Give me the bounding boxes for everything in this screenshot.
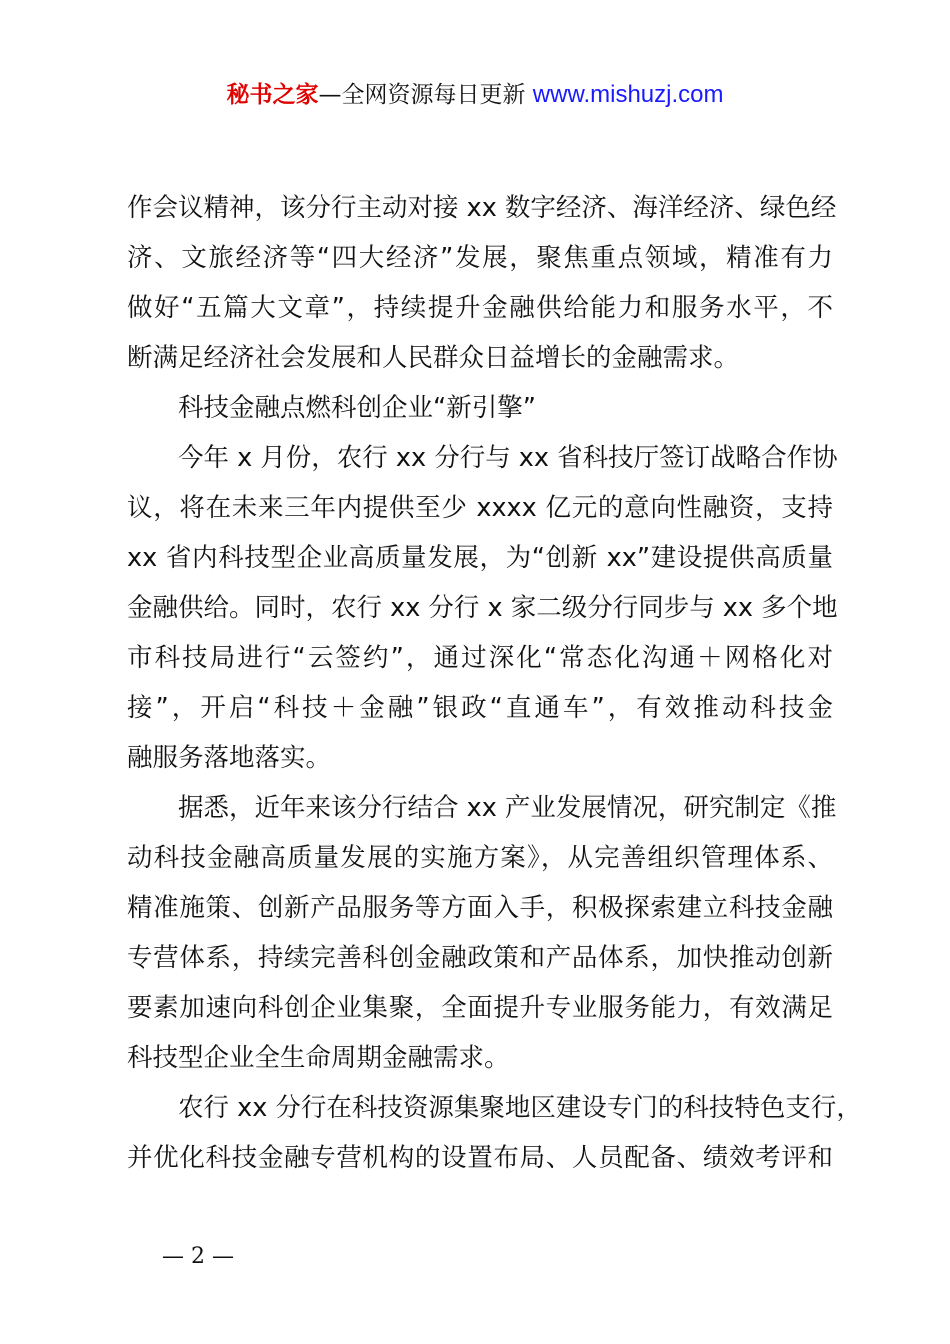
paragraph xyxy=(127,433,838,783)
document-body xyxy=(127,183,862,1183)
text-line: 据悉，近年来该分行结合 xx 产业发展情况，研究制定《推 xyxy=(178,793,837,823)
text-line: 精准施策、创新产品服务等方面入手，积极探索建立科技金融 xyxy=(127,893,833,923)
brand-name: 秘书之家 xyxy=(226,82,319,108)
text-line: 市科技局进行“云签约”，通过深化“常态化沟通＋网格化对 xyxy=(127,643,833,673)
text-line: xx 省内科技型企业高质量发展，为“创新 xx”建设提供高质量 xyxy=(127,543,833,573)
section-heading xyxy=(127,383,833,433)
page-number: — 2 — xyxy=(162,1244,234,1269)
text-line: 济、文旅经济等“四大经济”发展，聚焦重点领域，精准有力 xyxy=(127,243,833,273)
text-line: 断满足经济社会发展和人民群众日益增长的金融需求。 xyxy=(127,343,740,373)
paragraph xyxy=(127,1083,862,1183)
text-line: 作会议精神，该分行主动对接 xx 数字经济、海洋经济、绿色经 xyxy=(127,193,837,223)
text-line: 专营体系，持续完善科创金融政策和产品体系，加快推动创新 xyxy=(127,943,833,973)
text-line: 金融供给。同时，农行 xx 分行 x 家二级分行同步与 xx 多个地 xyxy=(127,593,838,623)
paragraph xyxy=(127,183,837,383)
header-tagline: —全网资源每日更新 xyxy=(318,82,526,108)
site-url-link[interactable]: www.mishuzj.com xyxy=(532,81,724,108)
paragraph xyxy=(127,783,837,1083)
text-line: 并优化科技金融专营机构的设置布局、人员配备、绩效考评和 xyxy=(127,1143,833,1173)
text-line: 农行 xx 分行在科技资源集聚地区建设专门的科技特色支行， xyxy=(178,1093,862,1123)
text-line: 融服务落地落实。 xyxy=(127,743,332,773)
text-line: 接”，开启“科技＋金融”银政“直通车”，有效推动科技金 xyxy=(127,693,833,723)
text-line: 动科技金融高质量发展的实施方案》，从完善组织管理体系、 xyxy=(127,843,833,873)
heading-text: 科技金融点燃科创企业“新引擎” xyxy=(178,393,536,423)
site-header xyxy=(0,78,950,112)
text-line: 做好“五篇大文章”，持续提升金融供给能力和服务水平，不 xyxy=(127,293,833,323)
text-line: 今年 x 月份，农行 xx 分行与 xx 省科技厅签订战略合作协 xyxy=(178,443,838,473)
text-line: 要素加速向科创企业集聚，全面提升专业服务能力，有效满足 xyxy=(127,993,833,1023)
text-line: 议，将在未来三年内提供至少 xxxx 亿元的意向性融资，支持 xyxy=(127,493,833,523)
text-line: 科技型企业全生命周期金融需求。 xyxy=(127,1043,510,1073)
